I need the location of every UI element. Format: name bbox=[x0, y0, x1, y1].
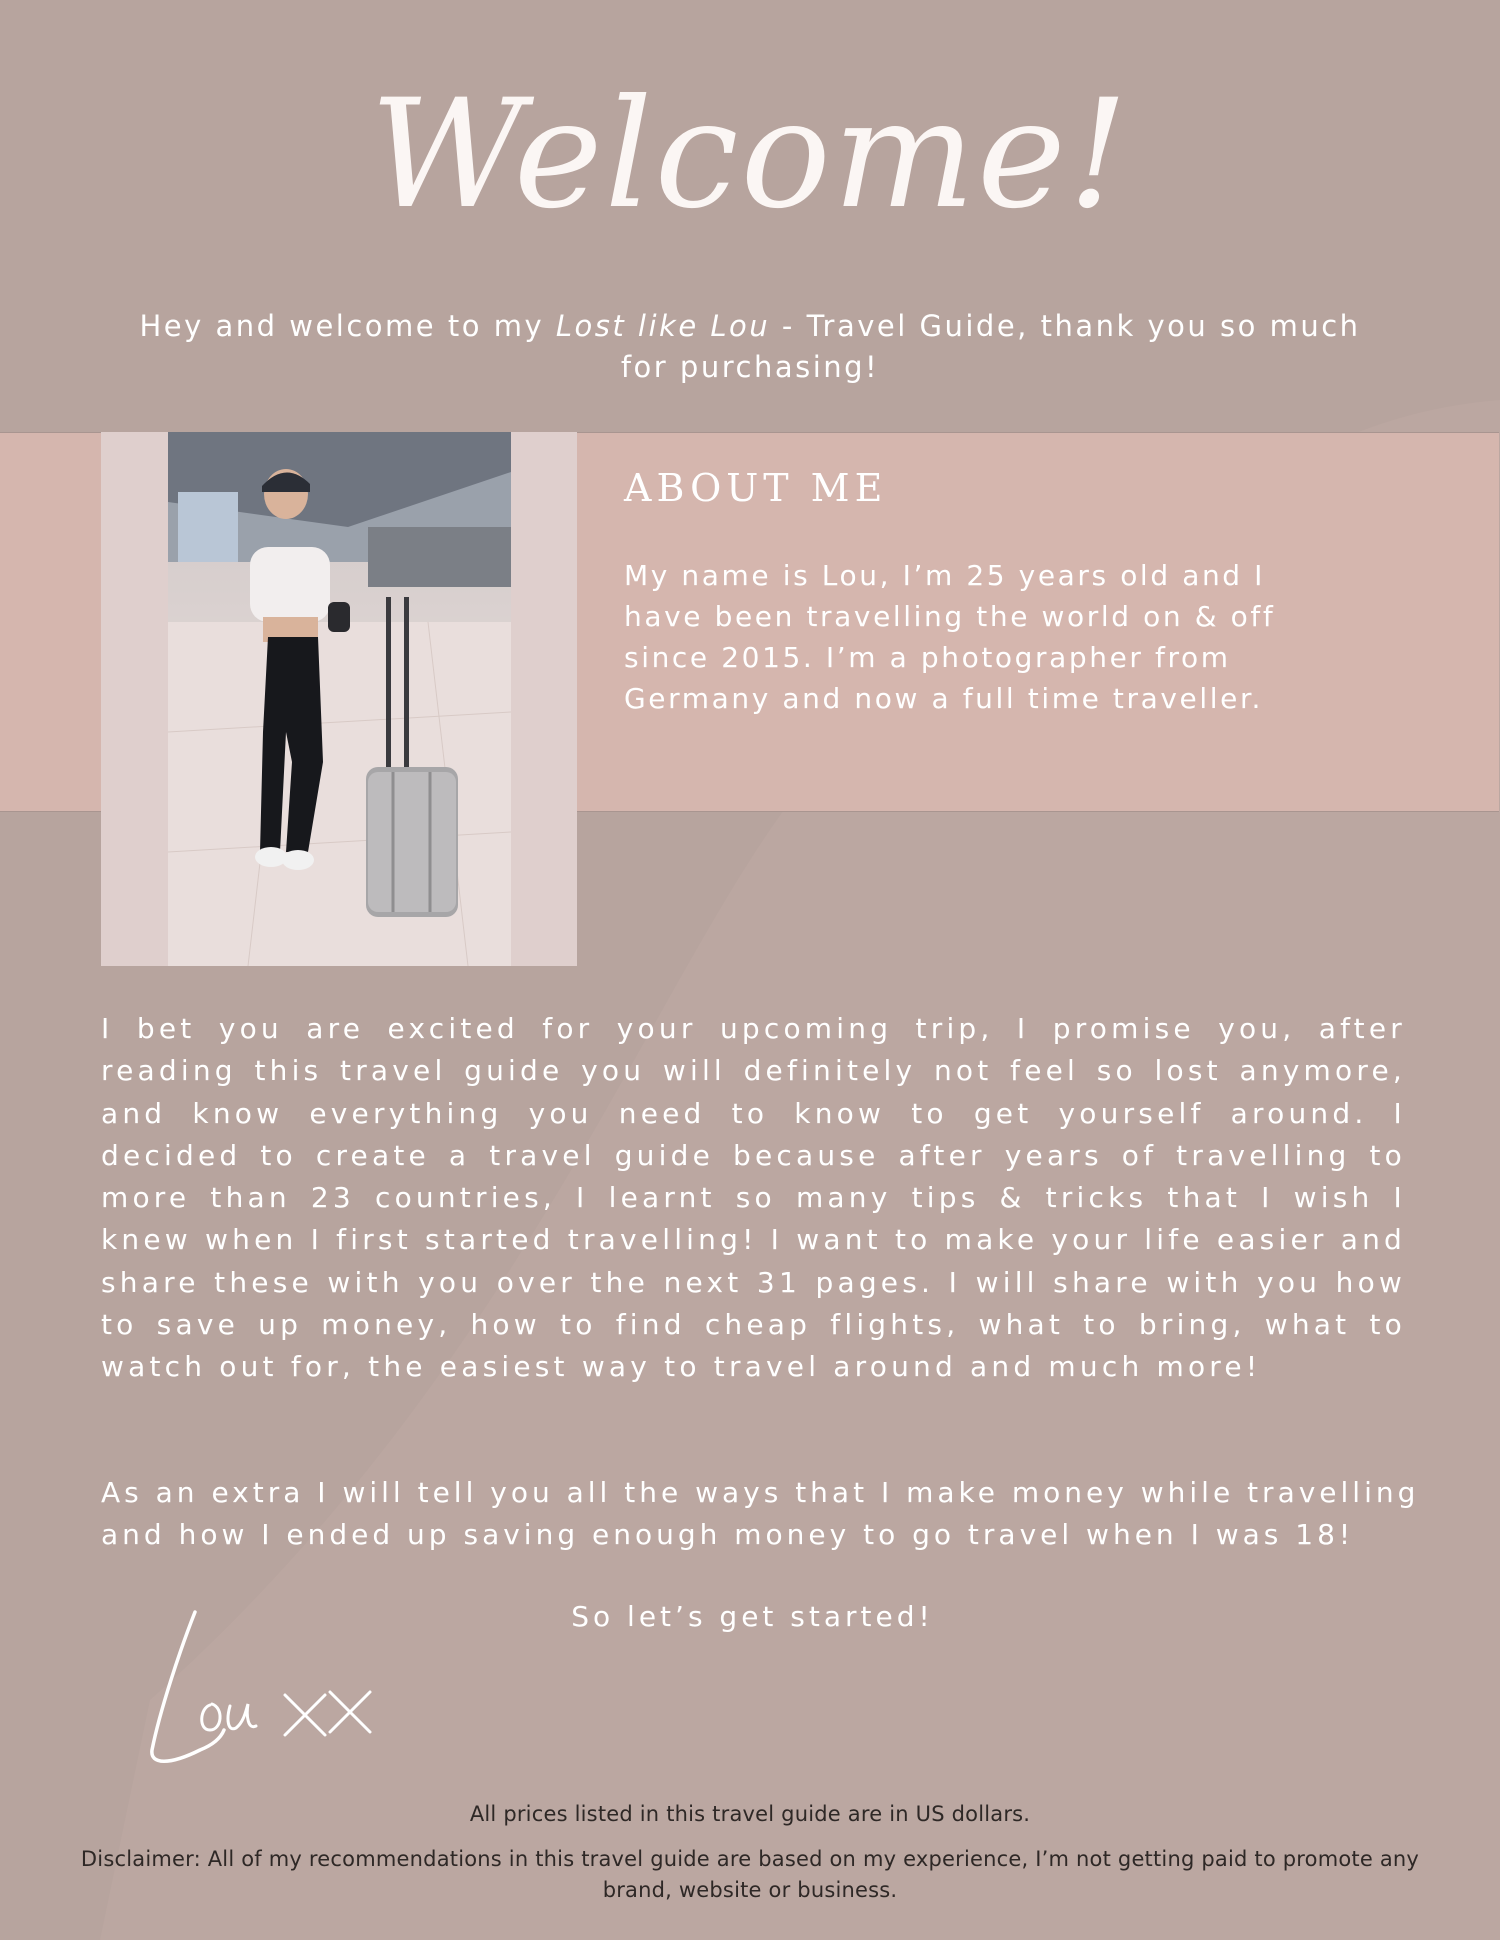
about-heading: ABOUT ME bbox=[624, 466, 888, 510]
closing-line: So let’s get started! bbox=[571, 1600, 934, 1633]
intro-after: - Travel Guide, thank you so much for purchasing! bbox=[620, 309, 1361, 384]
guide-name: Lost like Lou bbox=[555, 309, 771, 343]
main-paragraph: I bet you are excited for your upcoming trip, I promise you, after reading this travel guide you will definitely not feel so lost anymore, and know everything you need to know to get yourself around. I decided to create a travel guide because after years of travelling to more than 23 countries, I learnt so many tips & tricks that I wish I knew when I first started travelling! I want to make your life easier and share these with you over the next 31 pages. I will share with you how to save up money, how to find cheap flights, what to bring, what to watch out for, the easiest way to travel around and much more! bbox=[101, 1012, 1406, 1384]
signature bbox=[140, 1600, 400, 1770]
extra-paragraph: As an extra I will tell you all the ways that I make money while travelling and how I ended up saving enough money to go travel when I was 18! bbox=[101, 1476, 1420, 1551]
traveller-photo bbox=[168, 432, 511, 966]
about-text: My name is Lou, I’m 25 years old and I have been travelling the world on & off since 2015. I’m a photographer from Germany and now a full time traveller. bbox=[624, 559, 1276, 715]
intro-before: Hey and welcome to my bbox=[139, 309, 556, 343]
disclaimer: Disclaimer: All of my recommendations in this travel guide are based on my experience, I’m not getting paid to promote any brand, website or business. bbox=[80, 1847, 1420, 1902]
intro-text bbox=[130, 306, 1370, 388]
prices-note: All prices listed in this travel guide are in US dollars. bbox=[469, 1802, 1031, 1826]
welcome-title: Welcome! bbox=[369, 68, 1131, 242]
